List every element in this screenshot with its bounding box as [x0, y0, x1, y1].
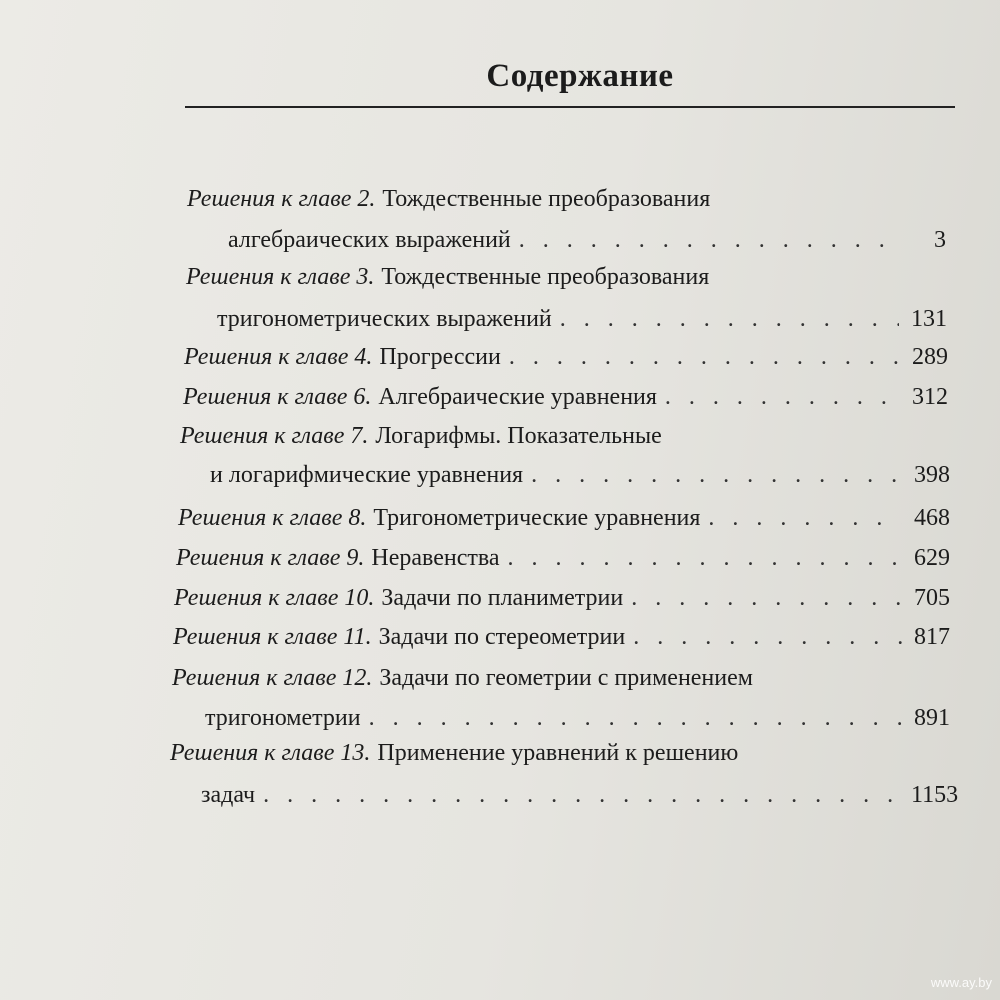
page-title: Содержание — [486, 58, 674, 94]
toc-chapter-label: Решения к главе 9. — [176, 545, 365, 571]
toc-page-number: 705 — [914, 585, 950, 611]
toc-entry-title: Тригонометрические уравнения — [373, 505, 701, 531]
toc-entry-title-cont: тригонометрических выражений — [217, 306, 552, 332]
toc-leader-dots — [531, 462, 902, 489]
toc-chapter-label: Решения к главе 4. — [184, 344, 373, 370]
toc-page-number: 629 — [914, 545, 950, 571]
toc-page-number: 398 — [914, 462, 950, 488]
toc-entry-ch2-line1 — [187, 186, 777, 216]
toc-leader-dots — [263, 782, 903, 809]
toc-entry-title: Прогрессии — [379, 344, 501, 370]
toc-entry-ch7-line1 — [180, 423, 750, 453]
toc-chapter-label: Решения к главе 7. — [180, 423, 369, 449]
toc-entry-title-cont: тригонометрии — [205, 705, 361, 731]
site-watermark: www.ay.by — [930, 975, 992, 990]
toc-chapter-label: Решения к главе 3. — [186, 264, 375, 290]
toc-page-number: 289 — [912, 344, 948, 370]
toc-leader-dots — [633, 624, 902, 651]
toc-leader-dots — [509, 344, 900, 371]
toc-leader-dots — [631, 585, 902, 612]
toc-entry-title: Тождественные преобразования — [381, 264, 710, 290]
toc-leader-dots — [560, 306, 899, 333]
toc-entry-ch3-line2 — [217, 306, 947, 336]
toc-chapter-label: Решения к главе 2. — [187, 186, 376, 212]
toc-entry-ch12-line2 — [205, 705, 950, 735]
toc-entry-ch10 — [174, 585, 950, 615]
toc-page-number: 817 — [914, 624, 950, 650]
toc-page-number: 468 — [914, 505, 950, 531]
toc-entry-ch3-line1 — [186, 264, 786, 294]
toc-entry-title: Задачи по стереометрии — [378, 624, 626, 650]
toc-page-number: 1153 — [911, 782, 959, 808]
toc-leader-dots — [369, 705, 902, 732]
toc-entry-title: Алгебраические уравнения — [378, 384, 657, 410]
toc-chapter-label: Решения к главе 13. — [170, 740, 371, 766]
toc-entry-ch2-line2 — [228, 227, 946, 257]
toc-chapter-label: Решения к главе 11. — [173, 624, 372, 650]
toc-entry-ch11 — [173, 624, 950, 654]
toc-entry-ch13-line1 — [170, 740, 850, 770]
toc-entry-ch7-line2 — [210, 462, 950, 492]
toc-chapter-label: Решения к главе 10. — [174, 585, 375, 611]
toc-chapter-label: Решения к главе 12. — [172, 665, 373, 691]
toc-leader-dots — [708, 505, 902, 532]
toc-entry-ch6 — [183, 384, 948, 414]
toc-chapter-label: Решения к главе 6. — [183, 384, 372, 410]
toc-entry-title-cont: алгебраических выражений — [228, 227, 511, 253]
toc-entry-title: Применение уравнений к решению — [377, 740, 739, 766]
toc-entry-title: Задачи по планиметрии — [381, 585, 624, 611]
toc-page-number: 131 — [911, 306, 947, 332]
toc-leader-dots — [665, 384, 900, 411]
toc-entry-title: Логарифмы. Показательные — [375, 423, 662, 449]
toc-entry-title: Неравенства — [371, 545, 500, 571]
toc-entry-ch12-line1 — [172, 665, 852, 695]
toc-entry-ch4 — [184, 344, 948, 374]
toc-page-number: 3 — [934, 227, 946, 253]
toc-leader-dots — [519, 227, 898, 254]
toc-entry-title-cont: задач — [201, 782, 256, 808]
toc-entry-title: Тождественные преобразования — [382, 186, 711, 212]
toc-page-number: 891 — [914, 705, 950, 731]
toc-leader-dots — [508, 545, 902, 572]
toc-entry-title-cont: и логарифмические уравнения — [210, 462, 524, 488]
toc-chapter-label: Решения к главе 8. — [178, 505, 367, 531]
toc-entry-ch13-line2 — [201, 782, 959, 812]
toc-entry-ch8 — [178, 505, 950, 535]
toc-entry-ch9 — [176, 545, 950, 575]
toc-page-number: 312 — [912, 384, 948, 410]
toc-entry-title: Задачи по геометрии с применением — [379, 665, 753, 691]
